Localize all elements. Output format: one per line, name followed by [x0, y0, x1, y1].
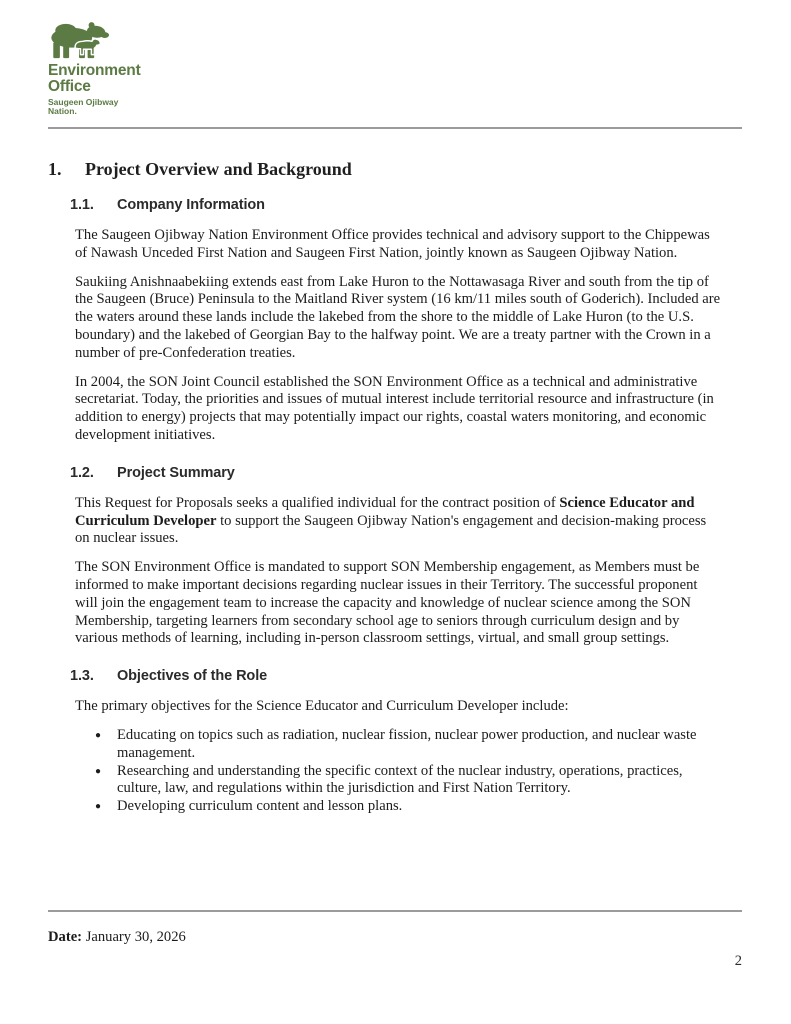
- subsection-heading-1-3: [70, 667, 742, 685]
- logo-subtitle-line1: Saugeen Ojibway: [48, 97, 119, 107]
- subsection-title: Project Summary: [117, 464, 235, 481]
- logo-wordmark: [48, 63, 141, 94]
- bullet-icon: ●: [95, 729, 102, 741]
- document-body: [48, 158, 742, 816]
- paragraph-text: to support the Saugeen Ojibway Nation's engagement and decision-making process on nuclear issues.: [75, 512, 707, 547]
- date-value: January 30, 2026: [82, 929, 186, 945]
- subsection-title: Company Information: [117, 197, 265, 213]
- logo-wordmark-line1: Environment: [48, 62, 141, 79]
- footer-divider: [48, 910, 742, 912]
- list-item: [95, 727, 721, 763]
- subsection-number: 1.2.: [70, 464, 94, 481]
- subsection-number: 1.3.: [70, 668, 94, 685]
- subsection-heading-1-1: [70, 196, 742, 214]
- list-item: [95, 798, 721, 816]
- paragraph-company-info-2: Saukiing Anishnaabekiing extends east from Lake Huron to the Nottawasaga River and south from the tip of the Saugeen (Bruce) Peninsula to the Maitland River system (16 km/11 miles south of Goderich). Included are the waters around these lands include the lakebed from the shore to the middle of Lake Huron (to the U.S. boundary) and the lakebed of Georgian Bay to the halfway point. We are a treaty partner with the Crown in a number of pre-Confederation treaties.: [75, 273, 721, 361]
- list-item-text: Developing curriculum content and lesson plans.: [117, 798, 403, 815]
- list-item-text: Educating on topics such as radiation, nuclear fission, nuclear power production, and nuclear waste management.: [117, 726, 697, 761]
- paragraph-project-summary-1: [75, 495, 721, 548]
- top-divider: [48, 127, 742, 129]
- environment-office-logo: [48, 18, 141, 116]
- objectives-bullet-list: [95, 727, 721, 816]
- page-number: 2: [734, 953, 742, 969]
- bullet-icon: ●: [95, 801, 102, 813]
- list-item-text: Researching and understanding the specific context of the nuclear industry, operations, practices, culture, law, and regulations within the jurisdiction and First Nation Territory.: [117, 762, 683, 797]
- paragraph-project-summary-2: The SON Environment Office is mandated to support SON Membership engagement, as Members must be informed to make important decisions regarding nuclear issues in their Territory. The successful proponent will join the engagement team to increase the capacity and knowledge of nuclear science among the SON Membership, targeting learners from secondary school age to seniors through curriculum design and by various methods of learning, including in-person classroom settings, virtual, and small group settings.: [75, 559, 700, 647]
- logo-subtitle: [48, 98, 141, 116]
- subsection-number: 1.1.: [70, 197, 94, 213]
- logo-subtitle-line2: Nation.: [48, 106, 77, 116]
- section-heading-1: [48, 158, 742, 180]
- paragraph-company-info-1: The Saugeen Ojibway Nation Environment Office provides technical and advisory support to the Chippewas of Nawash Unceded First Nation and Saugeen First Nation, jointly known as Saugeen Ojibway Nation.: [75, 227, 710, 261]
- subsection-title: Objectives of the Role: [117, 668, 268, 685]
- bears-logo-icon: [48, 18, 114, 60]
- date-label: Date:: [48, 929, 83, 945]
- footer-date: [48, 929, 186, 946]
- bullet-icon: ●: [95, 765, 102, 777]
- logo-wordmark-line2: Office: [48, 77, 91, 95]
- subsection-heading-1-2: [70, 464, 742, 482]
- section-title: Project Overview and Background: [85, 159, 352, 179]
- paragraph-text: This Request for Proposals seeks a qualified individual for the contract position of: [75, 494, 560, 511]
- position-title-bold: Science Educator and Curriculum Developer: [75, 494, 695, 529]
- list-item: [95, 763, 721, 799]
- paragraph-company-info-3: In 2004, the SON Joint Council established the SON Environment Office as a technical and administrative secretariat. Today, the priorities and issues of mutual interest include territorial resource and infrastructure (in addition to energy) projects that may potentially impact our rights, coastal waters monitoring, and economic development initiatives.: [75, 373, 714, 443]
- paragraph-objectives-intro: The primary objectives for the Science Educator and Curriculum Developer include:: [75, 698, 569, 715]
- section-number: 1.: [48, 159, 62, 179]
